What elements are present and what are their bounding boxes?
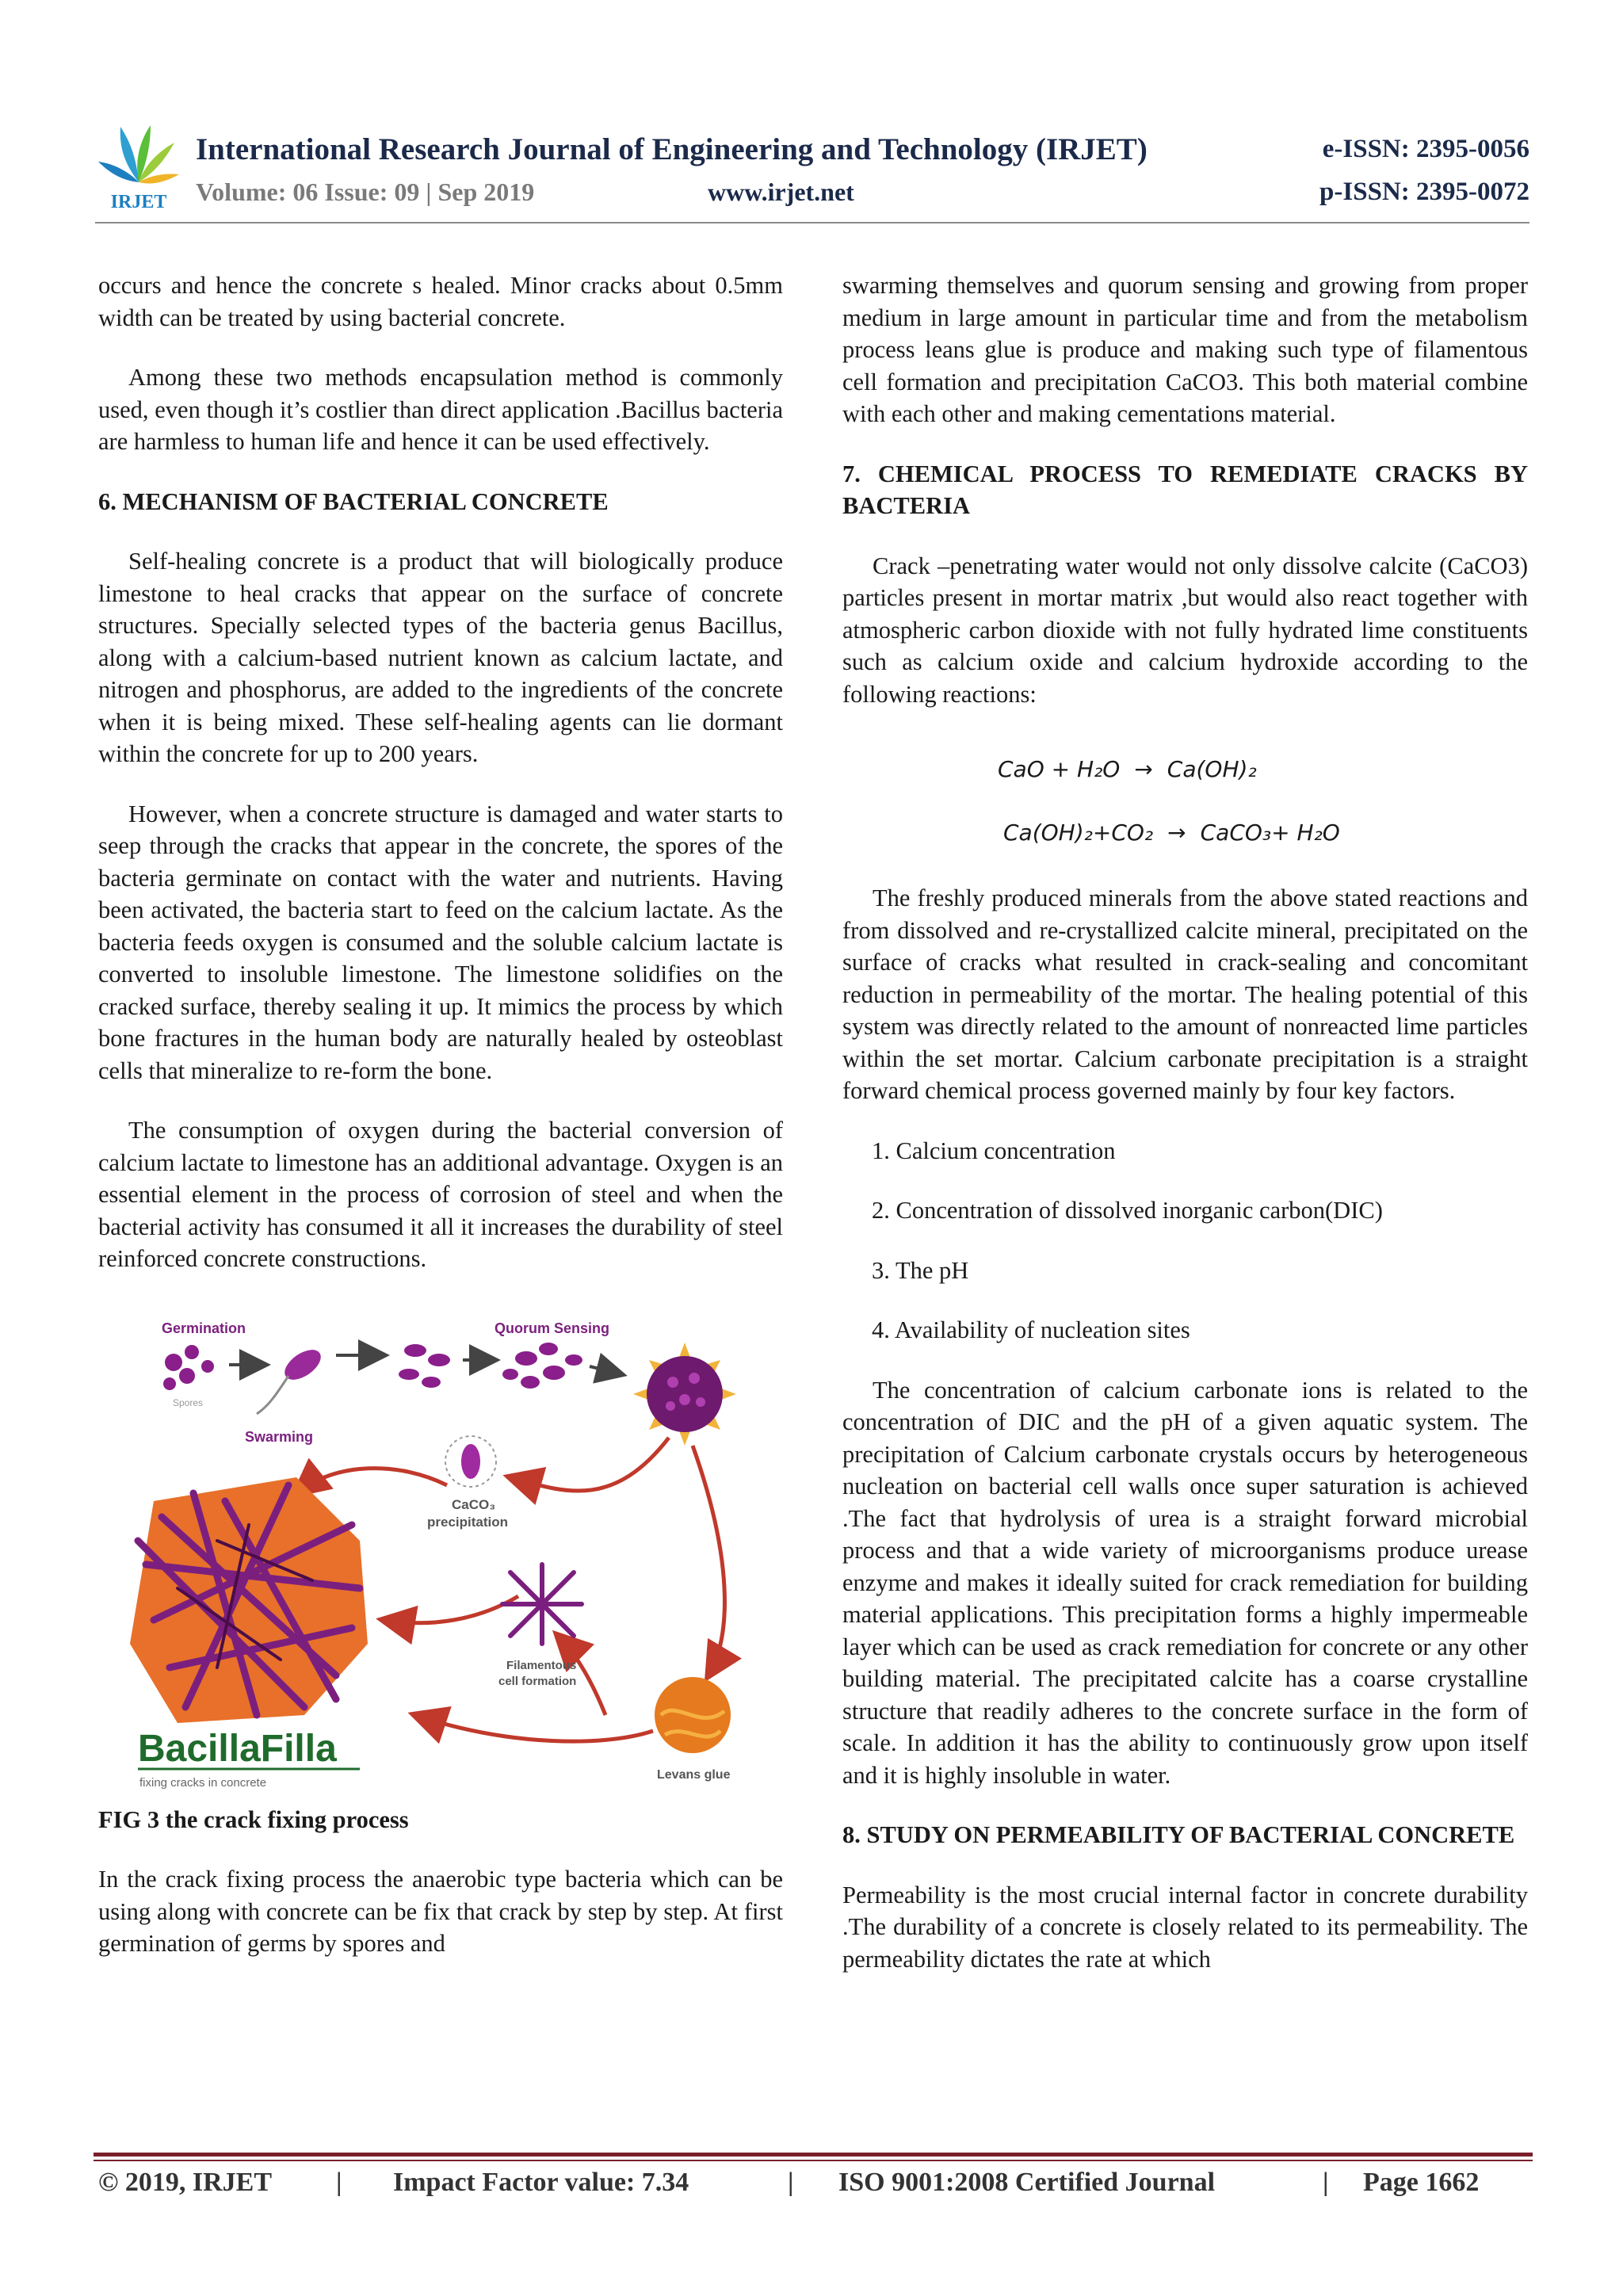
- page-header: [95, 119, 1529, 230]
- caco3-precipitation-icon: [445, 1436, 496, 1487]
- spores-icon: [163, 1345, 214, 1390]
- eq1-arrow: →: [1134, 756, 1153, 782]
- list-item: 2. Concentration of dissolved inorganic carbon(DIC): [872, 1197, 1383, 1224]
- paragraph: The freshly produced minerals from the above stated reactions and from dissolved and re-crystallized calcite mineral, precipitated on the surface of cracks what resulted in crack-sealing and concomitant reduction in permeability of the mortar. The healing potential of this system was directly related to the amount of nonreacted lime particles within the set mortar. Calcium carbonate precipitation is a straight forward chemical process governed mainly by four key factors.: [842, 884, 1528, 1104]
- figure-crack-fixing: [98, 1303, 783, 1804]
- list-item: 4. Availability of nucleation sites: [872, 1316, 1190, 1343]
- label-cell-formation: cell formation: [498, 1674, 577, 1688]
- page-number: Page 1662: [1363, 2168, 1480, 2197]
- eq2-arrow: →: [1167, 819, 1186, 846]
- equation-1: [842, 738, 1528, 801]
- irjet-logo-icon: [95, 119, 182, 214]
- label-spores: Spores: [173, 1396, 204, 1408]
- paragraph: Self-healing concrete is a product that will biologically produce limestone to heal cracks that appear on the surface of concrete structures. Specially selected types of the bacteria genus Bacillus, along with a calcium-based nutrient known as calcium lactate, and nitrogen and phosphorus, are added to the ingredients of the concrete when it is being mixed. These self-healing agents can lie dormant within the concrete for up to 200 years.: [98, 548, 783, 767]
- concrete-crack-icon: [130, 1477, 368, 1723]
- paragraph: The consumption of oxygen during the bacterial conversion of calcium lactate to limestone has an additional advantage. Oxygen is an essential element in the process of corrosion of steel and when the bacterial activity has consumed it all it increases the durability of steel reinforced concrete constructions.: [98, 1117, 783, 1272]
- brand-bacillafilla: BacillaFilla: [138, 1727, 337, 1770]
- eq2-products: CaCO₃+ H₂O: [1200, 819, 1340, 846]
- quorum-cluster-icon: [502, 1343, 582, 1389]
- eq1-products: Ca(OH)₂: [1167, 756, 1257, 782]
- volume-issue: Volume: 06 Issue: 09 | Sep 2019: [196, 178, 535, 206]
- footer-separator: |: [788, 2168, 794, 2197]
- eq1-reactants: CaO + H₂O: [998, 756, 1121, 782]
- list-item: 3. The pH: [872, 1256, 969, 1284]
- brand-tagline: fixing cracks in concrete: [139, 1775, 267, 1790]
- footer-separator: |: [336, 2168, 342, 2197]
- footer-divider-thin: [94, 2160, 1533, 2161]
- footer-separator: |: [1323, 2168, 1329, 2197]
- eq2-reactants: Ca(OH)₂+CO₂: [1003, 819, 1154, 846]
- footer-iso: ISO 9001:2008 Certified Journal: [838, 2168, 1216, 2197]
- page-footer: [98, 2168, 1533, 2207]
- label-precipitation: precipitation: [427, 1514, 509, 1530]
- journal-website: www.irjet.net: [708, 178, 854, 206]
- paragraph: Crack –penetrating water would not only dissolve calcite (CaCO3) particles present in mortar matrix ,but would also react together with atmospheric carbon dioxide with not fully hydrated lime constituents such as calcium oxide and calcium hydroxide according to the following reactions:: [842, 552, 1528, 708]
- section-heading-8: 8. STUDY ON PERMEABILITY OF BACTERIAL CONCRETE: [842, 1821, 1515, 1848]
- label-quorum-sensing: Quorum Sensing: [495, 1320, 610, 1336]
- paragraph: Permeability is the most crucial internal factor in concrete durability .The durability of a concrete is closely related to its permeability. The permeability dictates the rate at which: [842, 1881, 1528, 1973]
- p-issn: p-ISSN: 2395-0072: [1319, 178, 1529, 206]
- label-levans-glue: Levans glue: [657, 1767, 731, 1782]
- footer-copyright: © 2019, IRJET: [98, 2168, 273, 2197]
- footer-impact-factor: Impact Factor value: 7.34: [393, 2168, 689, 2197]
- section-heading-7: 7. CHEMICAL PROCESS TO REMEDIATE CRACKS BY BACTERIA: [842, 460, 1528, 519]
- bacteria-group-icon: [399, 1344, 450, 1388]
- right-column: [842, 269, 1528, 2003]
- filament-icon: [502, 1564, 582, 1644]
- list-item: 1. Calcium concentration: [872, 1137, 1116, 1164]
- logo-text: IRJET: [110, 192, 167, 212]
- bacteria-process-diagram: [98, 1303, 783, 1804]
- label-germination: Germination: [162, 1320, 246, 1336]
- paragraph: swarming themselves and quorum sensing and growing from proper medium in large amount in particular time and from the metabolism process leans glue is produce and making such type of filamentous cell formation and precipitation CaCO3. This both material combine with each other and making cementations material.: [842, 272, 1528, 427]
- header-divider: [95, 222, 1529, 223]
- reaction-equations: [842, 738, 1528, 865]
- figure-caption: FIG 3 the crack fixing process: [98, 1805, 409, 1833]
- journal-title: International Research Journal of Engineering and Technology (IRJET): [196, 132, 1148, 166]
- left-column: [98, 269, 783, 1988]
- section-heading-6: 6. MECHANISM OF BACTERIAL CONCRETE: [98, 487, 609, 515]
- paragraph: occurs and hence the concrete s healed. Minor cracks about 0.5mm width can be treated by using bacterial concrete.: [98, 272, 783, 331]
- e-issn: e-ISSN: 2395-0056: [1322, 135, 1529, 163]
- paragraph: However, when a concrete structure is damaged and water starts to seep through the cracks that appear in the concrete, the spores of the bacteria germinate on contact with the water and nutrients. Having been activated, the bacteria start to feed on the calcium lactate. As the bacteria feeds oxygen is consumed and the soluble calcium lactate is converted to insoluble limestone. The limestone solidifies on the cracked surface, thereby sealing it up. It mimics the process by which bone fractures in the human body are naturally healed by osteoblast cells that mineralize to re-form the bone.: [98, 800, 783, 1084]
- label-caco3: CaCO₃: [452, 1496, 496, 1512]
- paragraph: In the crack fixing process the anaerobic type bacteria which can be using along with concrete can be fix that crack by step by step. At first germination of germs by spores and: [98, 1866, 783, 1957]
- paragraph: The concentration of calcium carbonate ions is related to the concentration of DIC and the pH of a given aquatic system. The precipitation of Calcium carbonate crystals occurs by heterogeneous nucleation on bacterial cell walls once super saturation is achieved .The fact that hydrolysis of urea is a straight forward microbial process and that a wide variety of microorganisms produce urease enzyme and makes it ideally suited for crack remediation for building material applications. This precipitation forms a highly impermeable layer which can be used as crack remediation for concrete or any other building material. The precipitated calcite has a coarse crystalline structure that readily adheres to the concrete surface in the form of scale. In addition it has the ability to continuously grow upon itself and it is highly insoluble in water.: [842, 1376, 1528, 1789]
- paragraph: Among these two methods encapsulation method is commonly used, even though it’s costlier than direct application .Bacillus bacteria are harmless to human life and hence it can be used effectively.: [98, 364, 783, 455]
- levans-glue-icon: [655, 1677, 731, 1753]
- label-filamentous: Filamentous: [506, 1658, 577, 1672]
- footer-divider: [94, 2153, 1533, 2157]
- biofilm-mass-icon: [633, 1343, 736, 1446]
- label-swarming: Swarming: [245, 1428, 314, 1445]
- equation-2: [842, 801, 1528, 865]
